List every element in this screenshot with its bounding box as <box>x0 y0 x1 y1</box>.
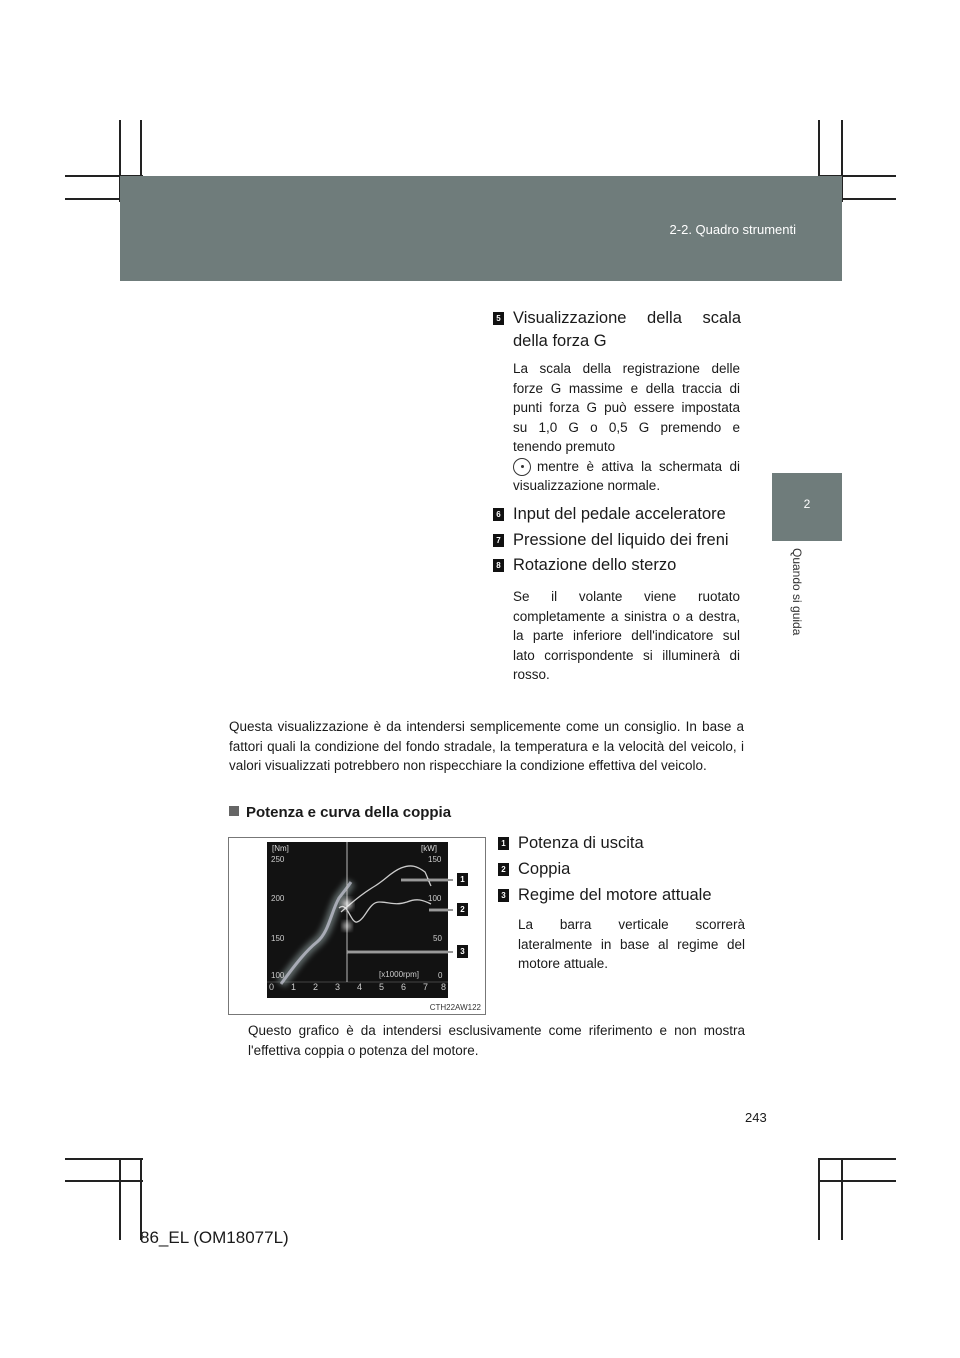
item-number-badge: 8 <box>493 559 504 572</box>
right-tick: 100 <box>428 894 442 903</box>
item-title: Regime del motore attuale <box>518 886 712 904</box>
crop-mark <box>65 1180 143 1182</box>
chapter-number: 2 <box>803 497 811 511</box>
crop-mark <box>119 1158 121 1240</box>
item-number-badge: 6 <box>493 508 504 521</box>
section-heading-text: Potenza e curva della coppia <box>246 804 452 821</box>
item-title: Pressione del liquido dei freni <box>513 531 729 549</box>
x-unit-label: [x1000rpm] <box>379 970 420 979</box>
crop-mark <box>818 1158 820 1240</box>
document-code: 86_EL (OM18077L) <box>140 1228 289 1247</box>
crop-mark <box>841 1158 843 1240</box>
page-number: 243 <box>745 1110 767 1125</box>
page-header <box>120 176 842 281</box>
right-tick: 0 <box>438 971 443 980</box>
list-item <box>493 529 753 552</box>
crop-mark <box>818 1158 896 1160</box>
left-tick: 100 <box>271 971 285 980</box>
callout-badge: 3 <box>457 945 468 958</box>
x-tick: 3 <box>335 982 341 992</box>
left-tick: 250 <box>271 855 285 864</box>
callout-badge: 1 <box>457 873 468 886</box>
crop-mark <box>818 1180 896 1182</box>
x-tick: 8 <box>441 982 447 992</box>
right-tick: 150 <box>428 855 442 864</box>
list-item <box>493 503 753 526</box>
section-heading <box>229 804 451 821</box>
item-number-badge: 7 <box>493 534 504 547</box>
x-tick: 4 <box>357 982 363 992</box>
left-tick: 200 <box>271 894 285 903</box>
list-item <box>498 884 748 907</box>
callout-badge: 2 <box>457 903 468 916</box>
x-tick: 0 <box>269 982 275 992</box>
item-number-badge: 1 <box>498 837 509 850</box>
dot-button-icon <box>513 458 531 476</box>
item-title: Input del pedale acceleratore <box>513 505 726 523</box>
item-number-badge: 5 <box>493 312 504 325</box>
square-bullet-icon <box>229 806 239 816</box>
chapter-title: Quando si guida <box>790 548 804 636</box>
item-description: La barra verticale scorrerà lateralmente in base al regime del motore attuale. <box>518 917 745 971</box>
list-item <box>493 554 753 577</box>
item-description-text: La scala della registrazione delle forze G massime e della traccia di punti forza G può essere impostata su 1,0 G o 0,5 G premendo e tenendo premuto <box>513 361 740 454</box>
x-tick: 5 <box>379 982 385 992</box>
x-tick: 2 <box>313 982 319 992</box>
item-number-badge: 2 <box>498 863 509 876</box>
list-item <box>498 858 748 881</box>
torque-power-figure <box>228 837 486 1015</box>
chapter-tab <box>772 473 842 541</box>
advice-paragraph: Questa visualizzazione è da intendersi semplicemente come un consiglio. In base a fattori quali la condizione del fondo stradale, la temperatura e la velocità del veicolo, i valori visualizzati potrebbero non rispecchiare la condizione effettiva del veicolo. <box>229 719 744 773</box>
item-description <box>513 359 740 496</box>
left-unit-label: [Nm] <box>272 844 289 853</box>
callout-lines <box>229 838 485 1014</box>
figure-note: Questo grafico è da intendersi esclusivamente come riferimento e non mostra l'effettiva coppia o potenza del motore. <box>248 1023 745 1058</box>
x-tick: 1 <box>291 982 297 992</box>
crop-mark <box>65 1158 143 1160</box>
right-tick: 50 <box>433 934 442 943</box>
item-title: Potenza di uscita <box>518 834 644 852</box>
right-unit-label: [kW] <box>421 844 437 853</box>
item-description-text-cont: mentre è attiva la schermata di visualizzazione normale. <box>513 458 740 493</box>
list-item <box>498 832 748 855</box>
x-tick: 6 <box>401 982 407 992</box>
item-title: Coppia <box>518 860 571 878</box>
figure-code: CTH22AW122 <box>429 1003 481 1012</box>
section-title: 2-2. Quadro strumenti <box>669 222 796 237</box>
left-tick: 150 <box>271 934 285 943</box>
item-description: Se il volante viene ruotato completamente a sinistra o a destra, la parte inferiore dell'indicatore sul lato corrispondente si illuminerà di rosso. <box>513 589 740 682</box>
item-title: Rotazione dello sterzo <box>513 556 677 574</box>
x-tick: 7 <box>423 982 429 992</box>
item-number-badge: 3 <box>498 889 509 902</box>
item-title: Visualizzazione della scala della forza G <box>513 309 741 350</box>
list-item <box>493 307 741 353</box>
